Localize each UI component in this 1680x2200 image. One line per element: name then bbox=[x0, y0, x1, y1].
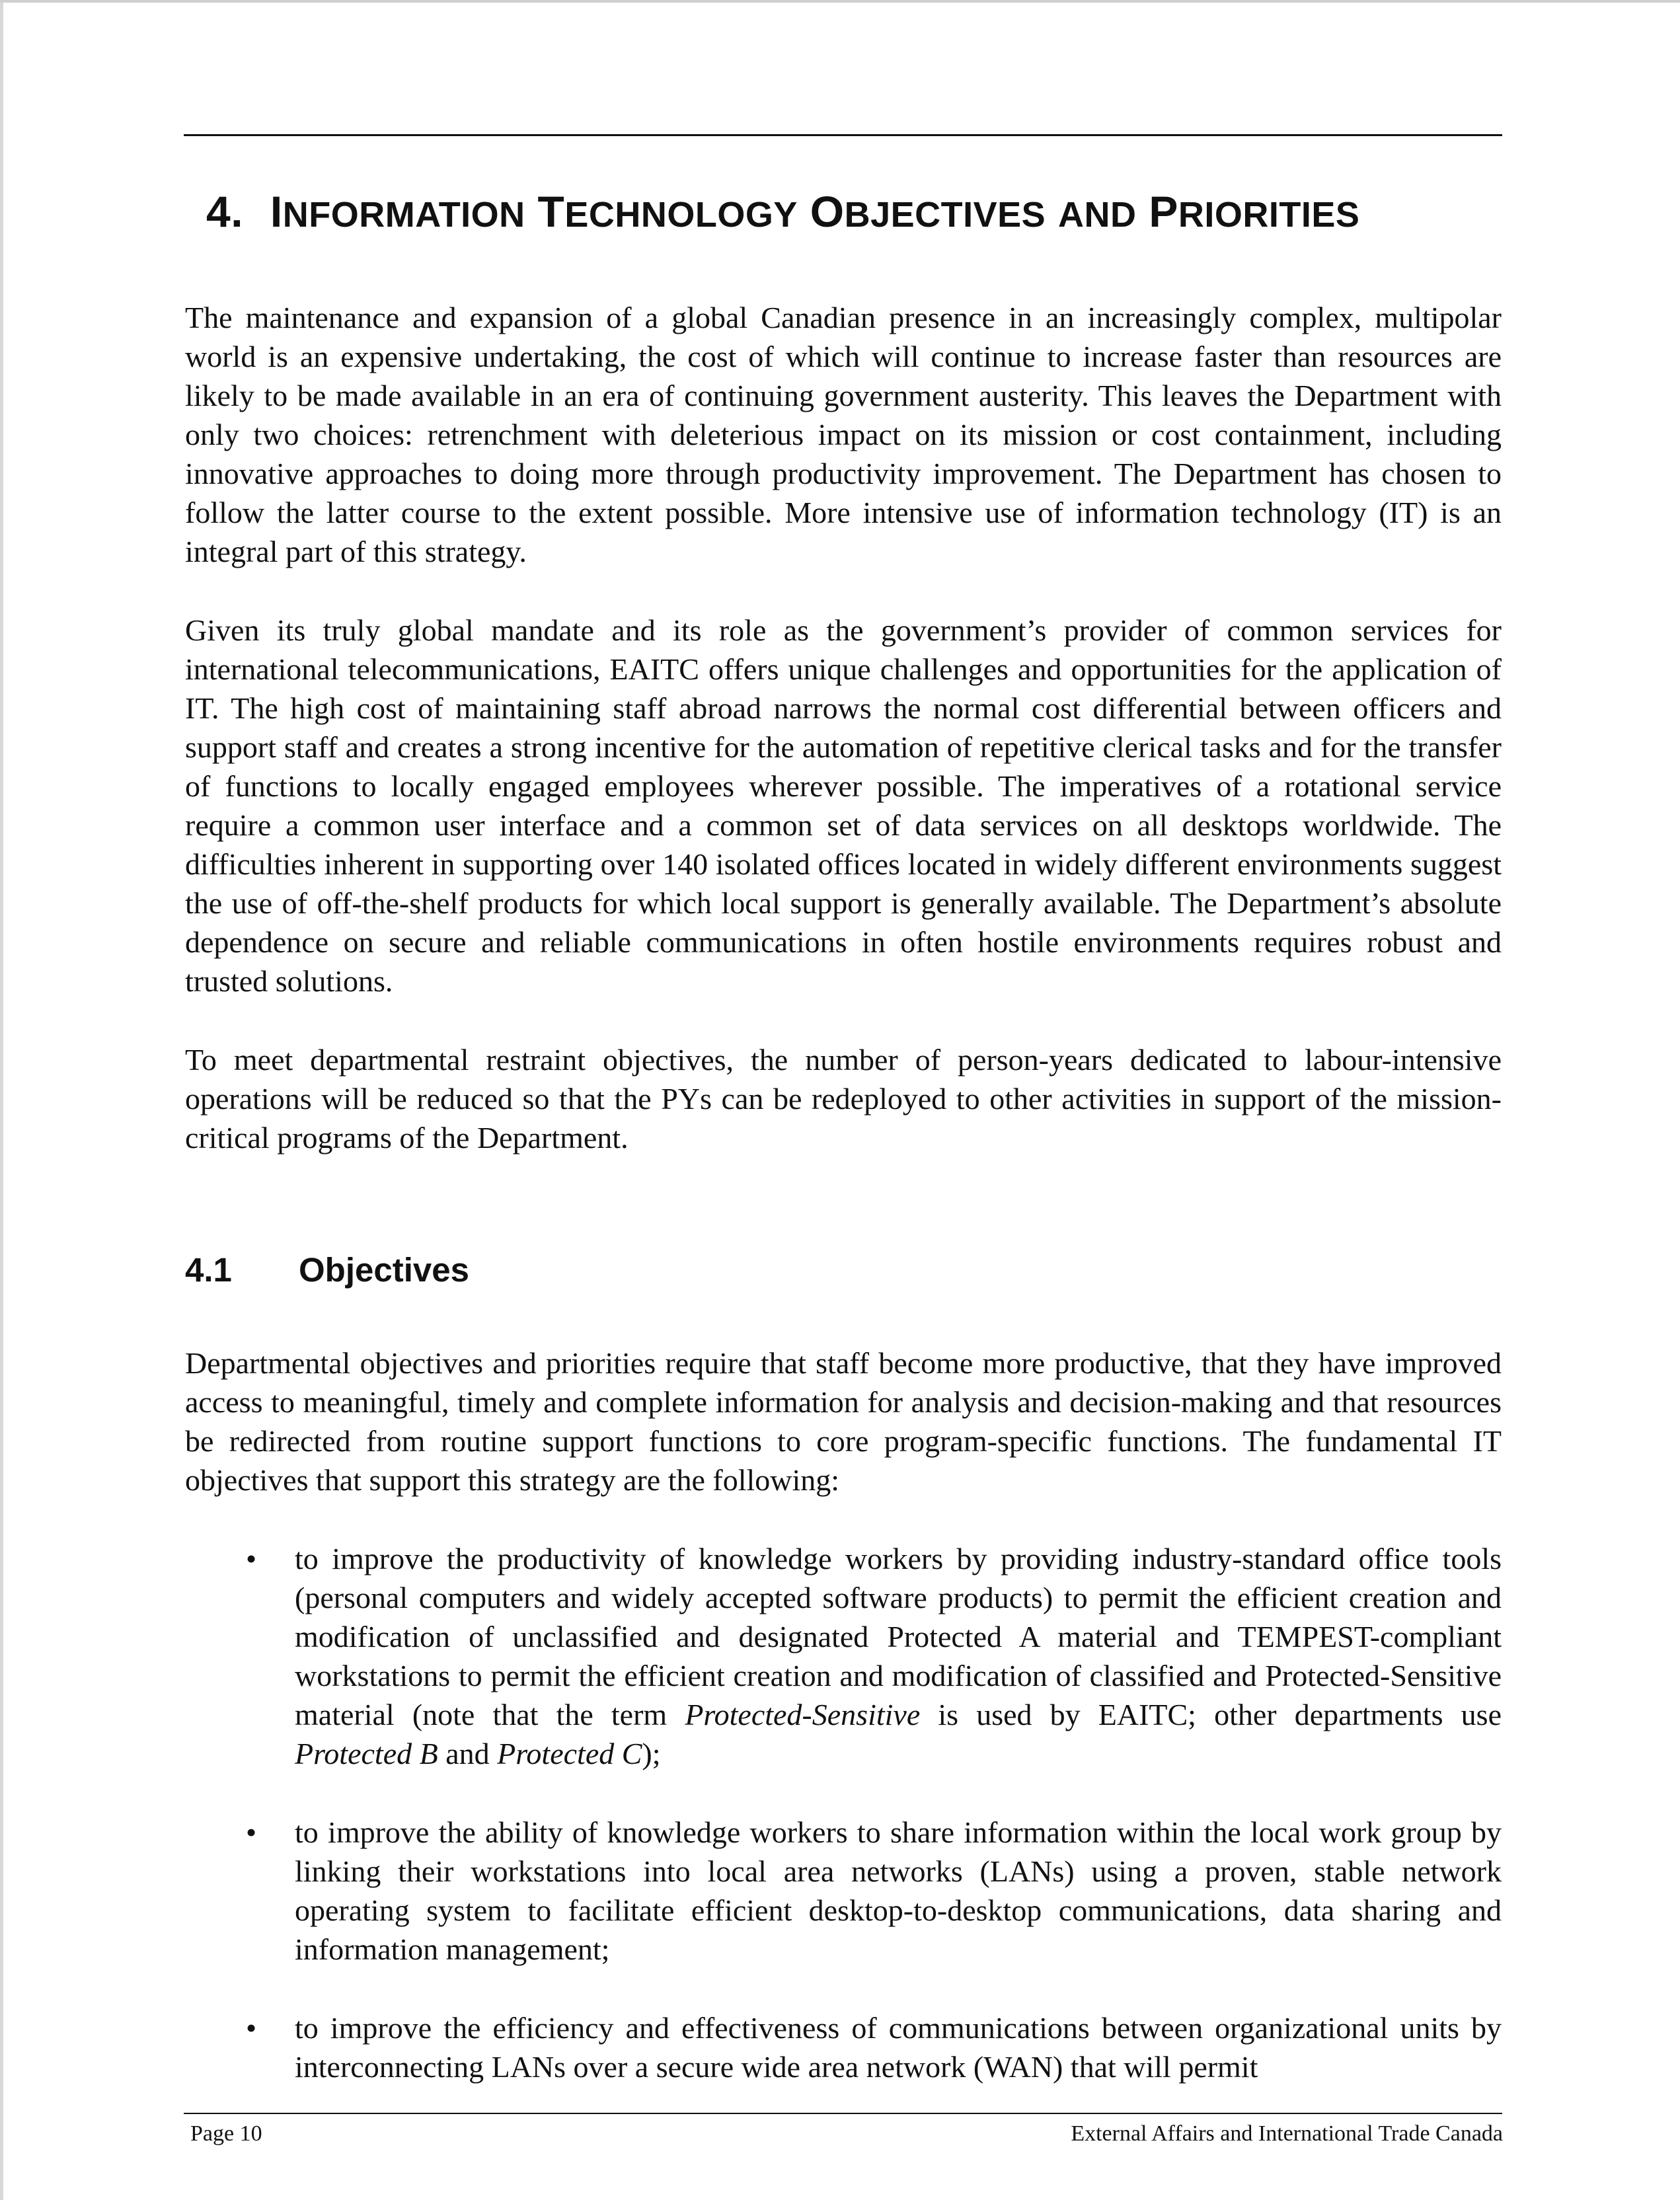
heading-word: INFORMATION bbox=[270, 187, 525, 236]
section-number: 4.1 bbox=[185, 1251, 232, 1289]
page-number: Page 10 bbox=[190, 2121, 262, 2146]
section-paragraph: Departmental objectives and priorities require that staff become more productive, that they have improved access to meaningful, timely and complete information for analysis and decision-making and that resources be redirected from routine support functions to core program-specific functions. The fundamental IT objectives that support this strategy are the following: bbox=[185, 1346, 1502, 1497]
bullet-icon: • bbox=[246, 2011, 257, 2045]
intro-paragraph-2: Given its truly global mandate and its role as the government’s provider of common services for international telecommunications, EAITC offers unique challenges and opportunities for the application of IT. The high cost of maintaining staff abroad narrows the normal cost differential between officers and support staff and creates a strong incentive for the automation of repetitive clerical tasks and for the transfer of functions to locally engaged employees wherever possible. The imperatives of a rotational service require a common user interface and a common set of data services on all desktops worldwide. The difficulties inherent in supporting over 140 isolated offices located in widely different environments suggest the use of off-the-shelf products for which local support is generally available. The Department’s absolute dependence on secure and reliable communications in often hostile environments requires robust and trusted solutions. bbox=[185, 613, 1502, 998]
bullet-icon: • bbox=[246, 1542, 257, 1575]
list-item-text: to improve the efficiency and effectiveness of communications between organizational units by interconnecting LANs over a secure wide area network (WAN) that will permit bbox=[295, 2011, 1502, 2084]
chapter-heading bbox=[206, 185, 1502, 241]
list-item-text: to improve the productivity of knowledge workers by providing industry-standard office tools (personal computers and widely accepted software products) to permit the efficient creation and modification of unclassified and designated Protected A material and TEMPEST-compliant workstations to permit the efficient creation and modification of classified and Protected-Sensitive material (note that the term Protected-Sensitive is used by EAITC; other departments use Protected B and Protected C); bbox=[295, 1542, 1502, 1770]
heading-word: AND bbox=[1058, 195, 1137, 235]
list-item bbox=[185, 2008, 1502, 2086]
section-heading bbox=[185, 1250, 1502, 1291]
heading-word: TECHNOLOGY bbox=[537, 187, 798, 236]
scan-edge-top bbox=[0, 0, 1680, 3]
chapter-number: 4. bbox=[206, 187, 244, 236]
footer-publisher: External Affairs and International Trade Canada bbox=[1071, 2121, 1503, 2146]
page-content bbox=[185, 185, 1502, 2126]
intro-paragraph-3: To meet departmental restraint objectives, the number of person-years dedicated to labour-intensive operations will be reduced so that the PYs can be redeployed to other activities in support of the mission-critical programs of the Department. bbox=[185, 1043, 1502, 1155]
bullet-icon: • bbox=[246, 1815, 257, 1849]
list-item-text: to improve the ability of knowledge workers to share information within the local work group by linking their workstations into local area networks (LANs) using a proven, stable network operating system to facilitate efficient desktop-to-desktop communications, data sharing and information management; bbox=[295, 1815, 1502, 1966]
intro-paragraph-1: The maintenance and expansion of a global Canadian presence in an increasingly complex, multipolar world is an expensive undertaking, the cost of which will continue to increase faster than resources are likely to be made available in an era of continuing government austerity. This leaves the Department with only two choices: retrenchment with deleterious impact on its mission or cost containment, including innovative approaches to doing more through productivity improvement. The Department has chosen to follow the latter course to the extent possible. More intensive use of information technology (IT) is an integral part of this strategy. bbox=[185, 301, 1502, 568]
list-item bbox=[185, 1813, 1502, 1969]
objectives-list bbox=[185, 1539, 1502, 2086]
footer-rule bbox=[184, 2113, 1502, 2114]
header-rule bbox=[184, 134, 1502, 136]
scan-edge-left bbox=[0, 3, 3, 2200]
section-title: Objectives bbox=[299, 1251, 469, 1289]
heading-word: OBJECTIVES bbox=[810, 187, 1046, 236]
list-item bbox=[185, 1539, 1502, 1773]
heading-word: PRIORITIES bbox=[1149, 187, 1360, 236]
